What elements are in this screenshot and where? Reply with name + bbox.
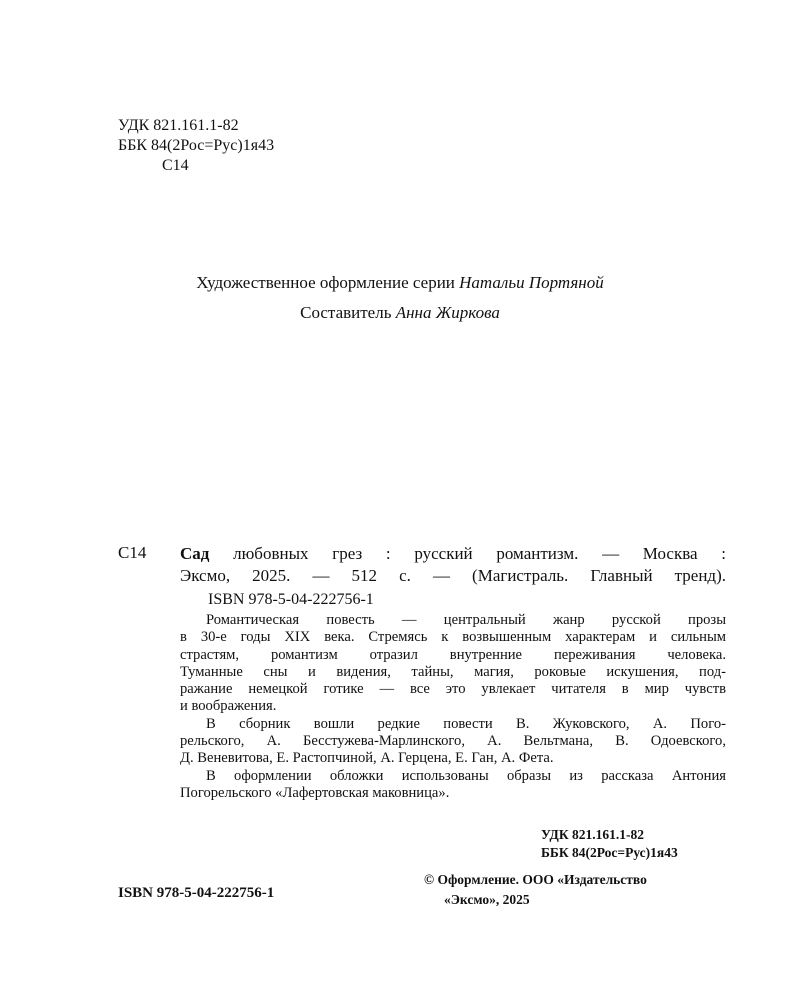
annotation-line: Романтическая повесть — центральный жанр русской прозы (206, 612, 726, 628)
catalog-isbn: ISBN 978-5-04-222756-1 (208, 591, 374, 608)
annotation-line: и воображения. (180, 698, 277, 715)
book-title-bold: Сад (180, 544, 210, 563)
footer-bbk-code: ББК 84(2Рос=Рус)1я43 (541, 845, 678, 860)
design-credit (0, 273, 800, 293)
designer-name: Натальи Портяной (459, 273, 604, 292)
catalog-entry-line-2: Эксмо, 2025. — 512 с. — (Магистраль. Главный тренд). (180, 566, 726, 585)
copyright-notice (424, 870, 647, 910)
header-classification-codes (118, 116, 274, 176)
annotation-line: Туманные сны и видения, тайны, магия, роковые искушения, под- (180, 663, 726, 680)
compiler-credit (0, 303, 800, 323)
design-credit-prefix: Художественное оформление серии (196, 273, 455, 292)
copyright-line-2: «Эксмо», 2025 (444, 892, 530, 907)
annotation-line: ражание немецкой готике — все это увлекает читателя в мир чувств (180, 681, 726, 698)
annotation (180, 612, 726, 802)
catalog-entry (180, 543, 726, 611)
author-mark: С14 (162, 157, 189, 174)
bbk-code: ББК 84(2Рос=Рус)1я43 (118, 137, 275, 154)
annotation-line: страстям, романтизм отразил внутренние переживания человека. (180, 646, 726, 663)
udk-code: УДК 821.161.1-82 (118, 117, 239, 134)
catalog-entry-line-1 (180, 543, 726, 565)
catalog-entry-line-1-text: любовных грез : русский романтизм. — Москва : (233, 544, 727, 563)
footer-udk-code: УДК 821.161.1-82 (541, 827, 644, 842)
copyright-line-1: © Оформление. ООО «Издательство (424, 872, 647, 887)
annotation-line: В сборник вошли редкие повести В. Жуковского, А. Пого- (206, 715, 726, 732)
footer-classification-codes (541, 826, 678, 862)
annotation-line: Д. Веневитова, Е. Растопчиной, А. Герцена, Е. Ган, А. Фета. (180, 750, 554, 767)
annotation-line: В оформлении обложки использованы образы из рассказа Антония (206, 767, 726, 784)
catalog-entry-code: С14 (118, 543, 147, 562)
compiler-credit-prefix: Составитель (300, 303, 392, 322)
annotation-line: Погорельского «Лафертовская маковница». (180, 784, 450, 801)
annotation-line: рельского, А. Бесстужева-Марлинского, А. Вельтмана, В. Одоевского, (180, 733, 726, 750)
annotation-line: в 30-е годы XIX века. Стремясь к возвышенным характерам и сильным (180, 629, 726, 646)
compiler-name: Анна Жиркова (395, 303, 500, 322)
isbn-bottom: ISBN 978-5-04-222756-1 (118, 885, 275, 901)
